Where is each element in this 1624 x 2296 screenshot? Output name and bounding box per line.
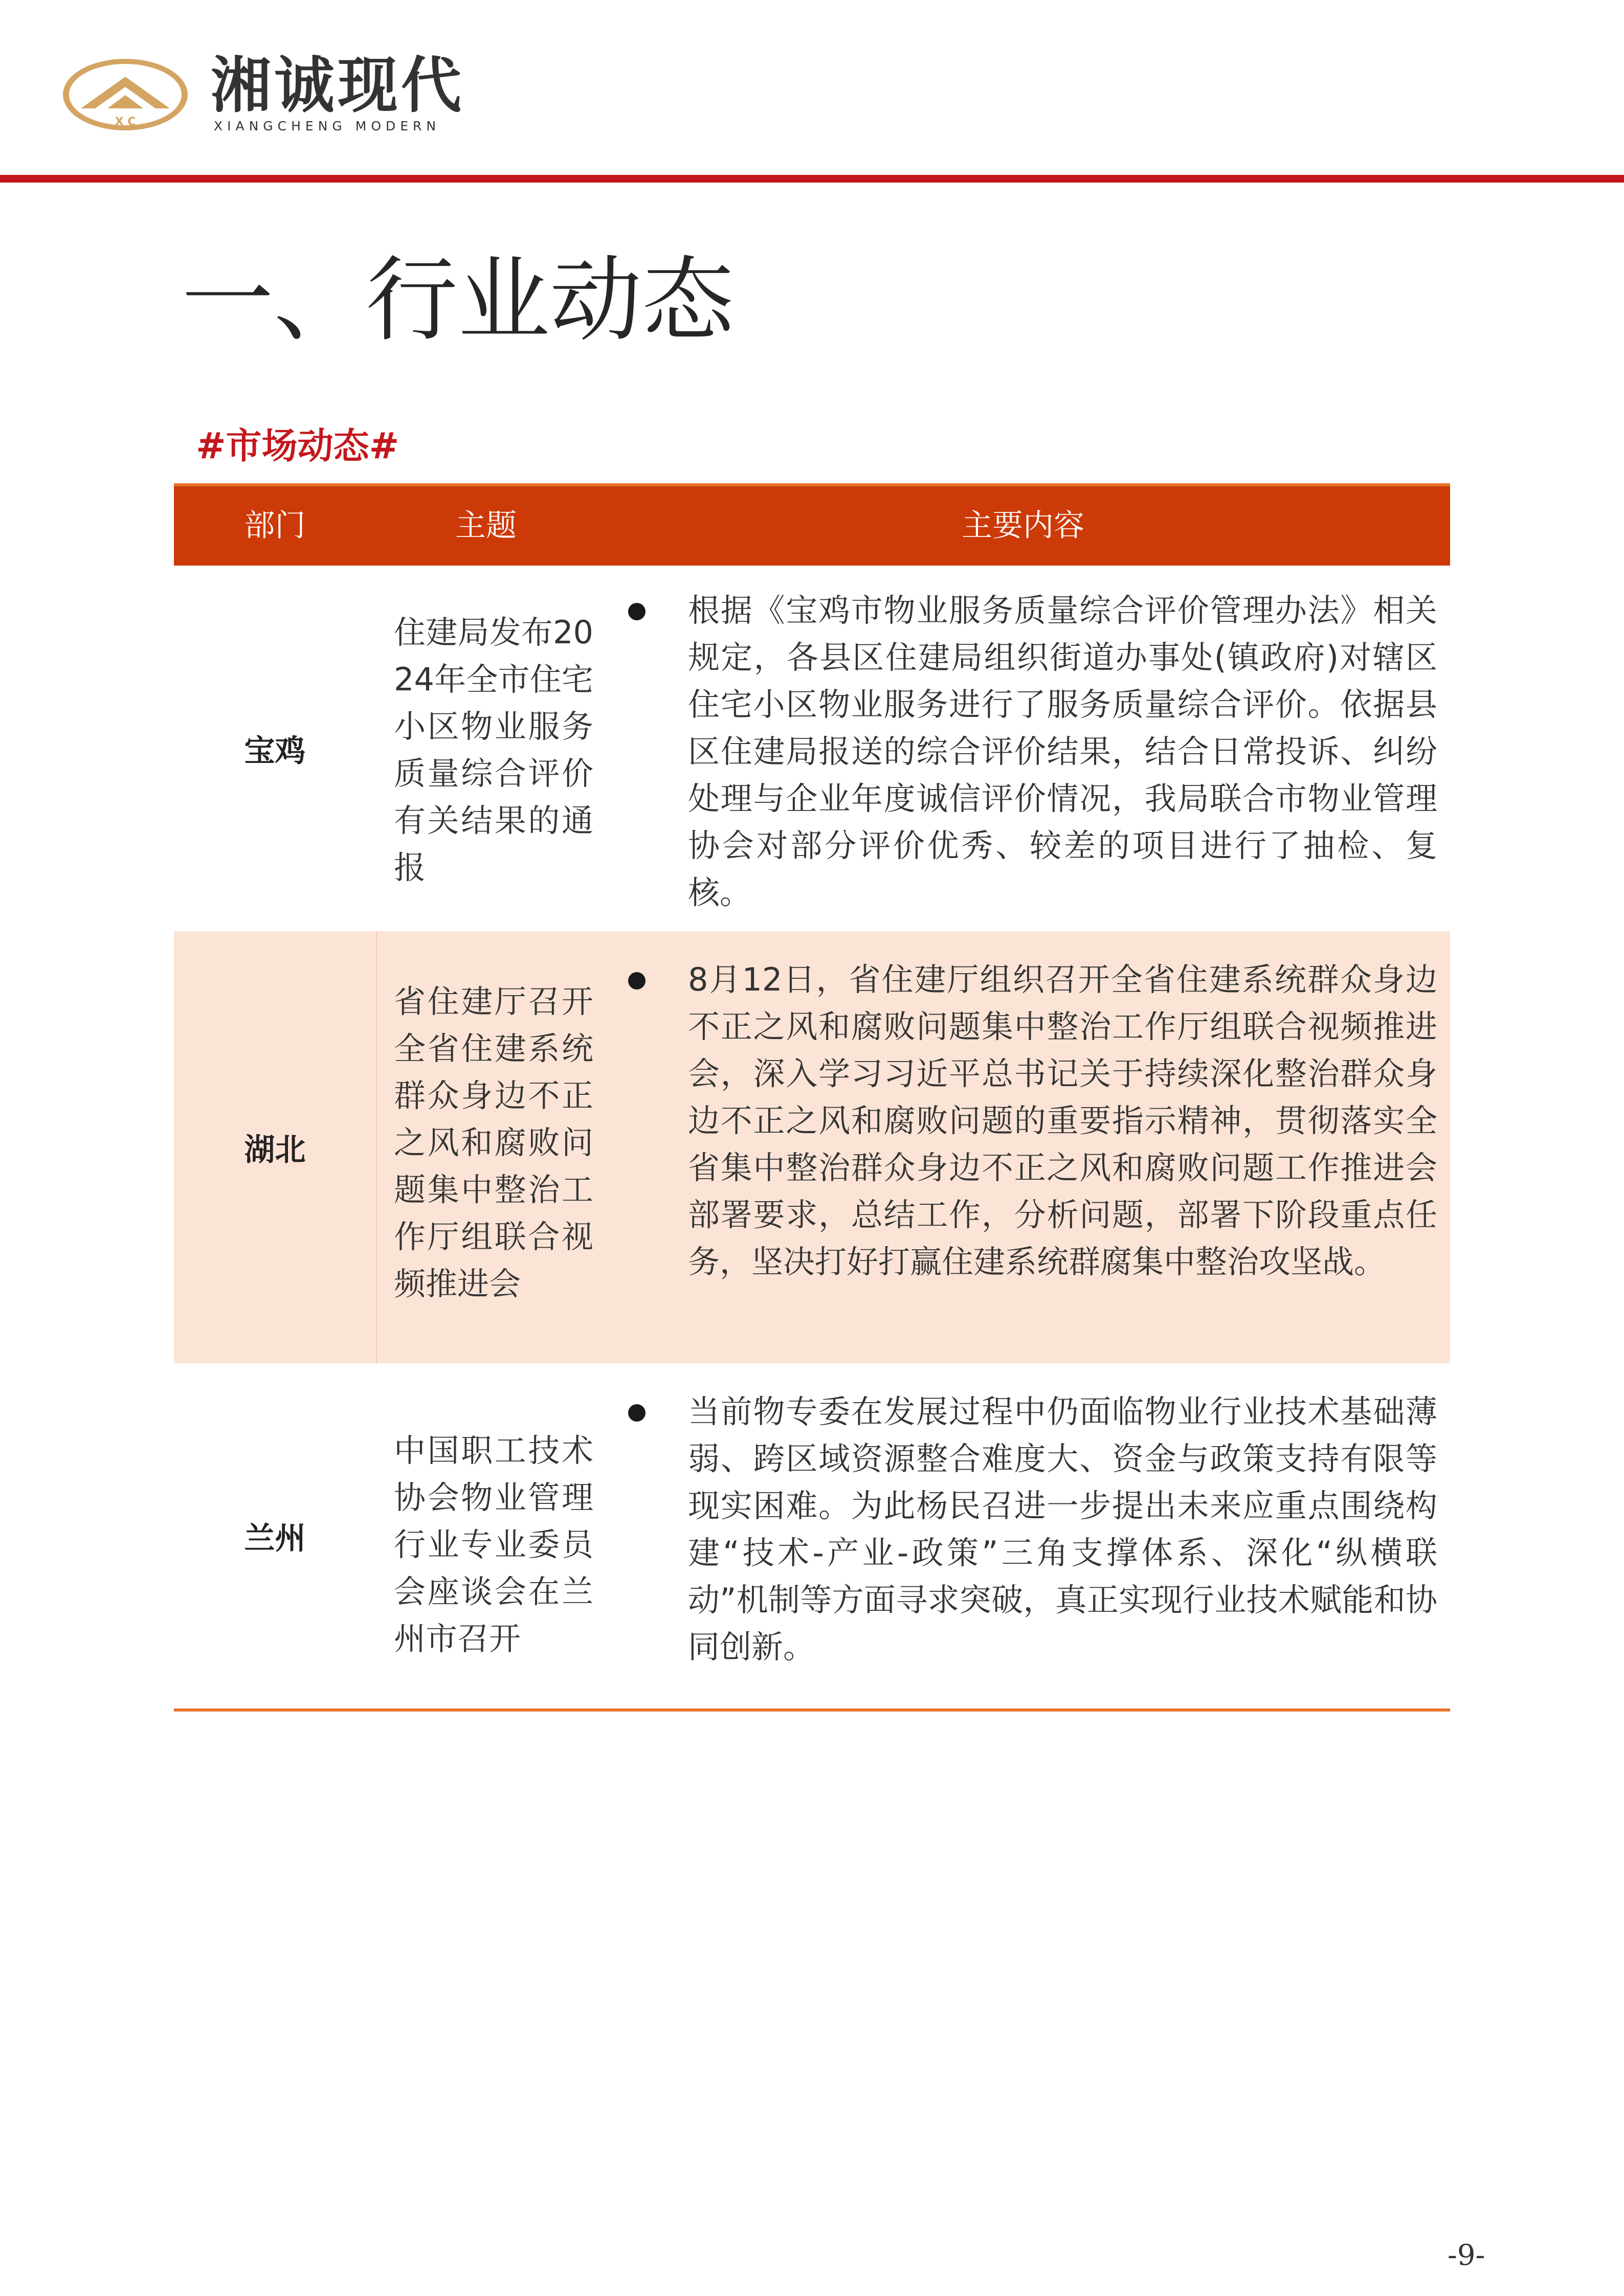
bullet-icon — [628, 972, 646, 989]
brand-name-cn: 湘诚现代 — [211, 50, 465, 121]
bullet-icon — [628, 1404, 646, 1422]
department-cell: 宝鸡 — [244, 733, 306, 769]
column-header-topic: 主题 — [455, 508, 517, 544]
table-row — [174, 931, 1450, 1363]
xiangcheng-logo-icon — [60, 56, 191, 133]
content-cell: 8月12日，省住建厅组织召开全省住建系统群众身边不正之风和腐败问题集中整治工作厅组联合视频推进会，深入学习习近平总书记关于持续深化整治群众身边不正之风和腐败问题的重要指示精神，贯彻落实全省集中整治群众身边不正之风和腐败问题工作推进会部署要求，总结工作，分析问题，部署下阶段重点任务，坚决打好打赢住建系统群腐集中整治攻坚战。 — [688, 961, 1437, 1280]
section-title: 一、行业动态 — [182, 247, 735, 354]
page-number: -9- — [1448, 2239, 1485, 2272]
svg-text:X C: X C — [115, 116, 136, 128]
table-row — [174, 1363, 1450, 1712]
column-header-content: 主要内容 — [962, 508, 1084, 544]
content-cell: 根据《宝鸡市物业服务质量综合评价管理办法》相关规定，各县区住建局组织街道办事处(镇政府)对辖区住宅小区物业服务进行了服务质量综合评价。依据县区住建局报送的综合评价结果，结合日常投诉、纠纷处理与企业年度诚信评价情况，我局联合市物业管理协会对部分评价优秀、较差的项目进行了抽检、复核。 — [688, 592, 1437, 911]
column-header-department: 部门 — [244, 508, 306, 544]
topic-cell: 住建局发布2024年全市住宅小区物业服务质量综合评价有关结果的通报 — [394, 614, 593, 886]
topic-cell: 中国职工技术协会物业管理行业专业委员会座谈会在兰州市召开 — [394, 1432, 593, 1657]
table-row — [174, 566, 1450, 931]
column-divider — [376, 931, 377, 1363]
topic-cell: 省住建厅召开全省住建系统群众身边不正之风和腐败问题集中整治工作厅组联合视频推进会 — [394, 983, 593, 1302]
department-cell: 兰州 — [244, 1520, 306, 1557]
department-cell: 湖北 — [244, 1132, 306, 1168]
bullet-icon — [628, 603, 646, 620]
header-divider — [0, 175, 1624, 183]
content-cell: 当前物专委在发展过程中仍面临物业行业技术基础薄弱、跨区域资源整合难度大、资金与政策支持有限等现实困难。为此杨民召进一步提出未来应重点围绕构建“技术-产业-政策”三角支撑体系、深化“纵横联动”机制等方面寻求突破，真正实现行业技术赋能和协同创新。 — [688, 1393, 1437, 1665]
brand-name-en: XIANGCHENG MODERN — [214, 119, 441, 133]
table-header — [174, 483, 1450, 566]
page-header — [0, 0, 1624, 187]
market-tag: #市场动态# — [196, 425, 399, 467]
industry-news-table — [174, 483, 1450, 1712]
